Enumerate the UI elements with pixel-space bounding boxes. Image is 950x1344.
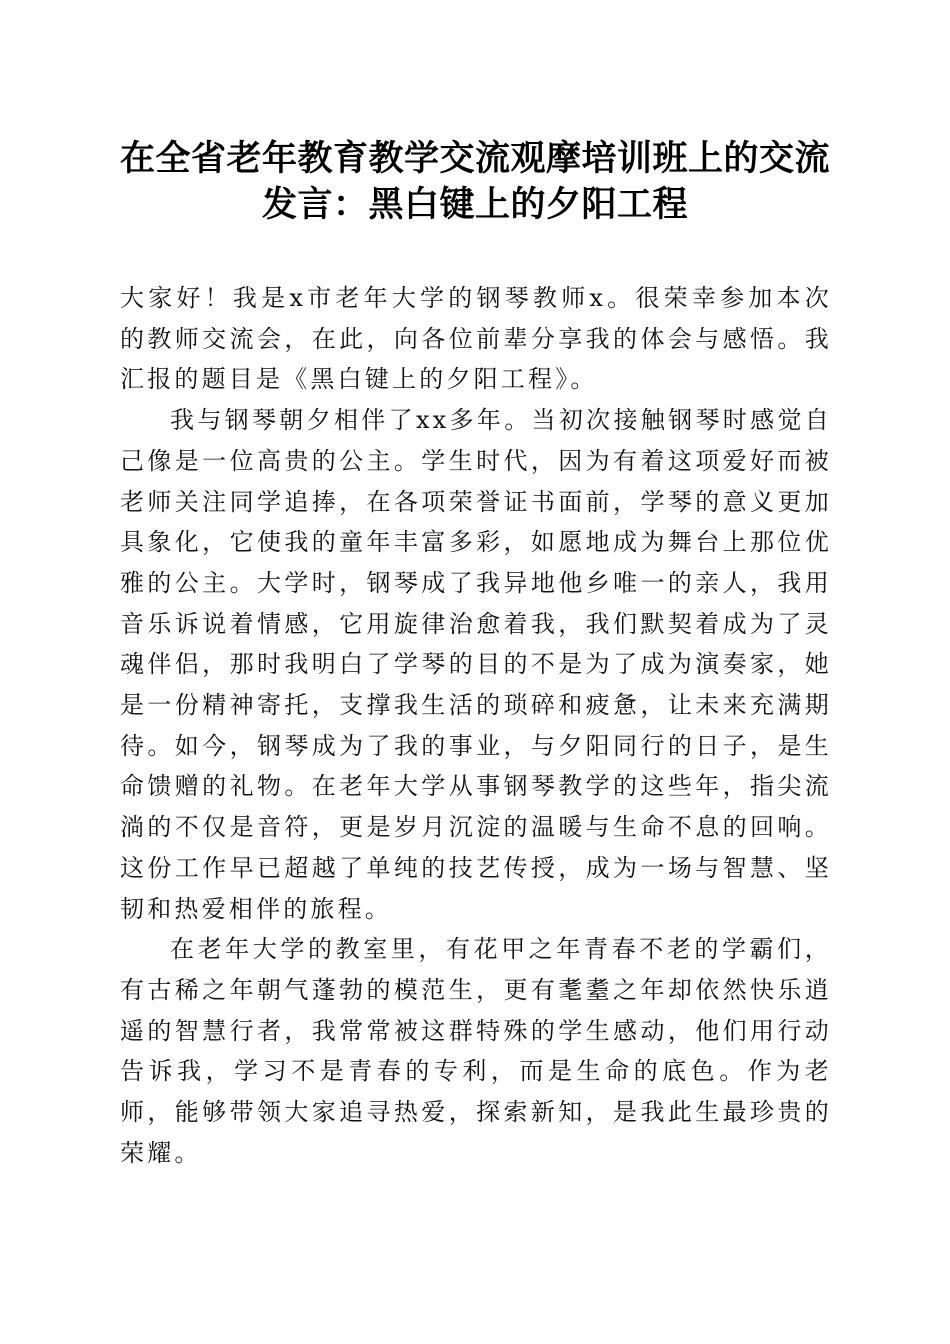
paragraph-classroom: 在老年大学的教室里，有花甲之年青春不老的学霸们，有古稀之年朝气蓬勃的模范生，更有耄耋之年却依然快乐逍遥的智慧行者，我常常被这群特殊的学生感动，他们用行动告诉我，学习不是青春的专利，而是生命的底色。作为老师，能够带领大家追寻热爱，探索新知，是我此生最珍贵的荣耀。 bbox=[120, 935, 832, 1167]
document-body bbox=[120, 278, 832, 1173]
paragraph-piano-journey: 我与钢琴朝夕相伴了xx多年。当初次接触钢琴时感觉自己像是一位高贵的公主。学生时代，因为有着这项爱好而被老师关注同学追捧，在各项荣誉证书面前，学琴的意义更加具象化，它使我的童年丰富多彩，如愿地成为舞台上那位优雅的公主。大学时，钢琴成了我异地他乡唯一的亲人，我用音乐诉说着情感，它用旋律治愈着我，我们默契着成为了灵魂伴侣，那时我明白了学琴的目的不是为了成为演奏家，她是一份精神寄托，支撑我生活的琐碎和疲惫，让未来充满期待。如今，钢琴成为了我的事业，与夕阳同行的日子，是生命馈赠的礼物。在老年大学从事钢琴教学的这些年，指尖流淌的不仅是音符，更是岁月沉淀的温暖与生命不息的回响。这份工作早已超越了单纯的技艺传授，成为一场与智慧、坚韧和热爱相伴的旅程。 bbox=[120, 406, 832, 923]
title-line-1: 在全省老年教育教学交流观摩培训班上的交流 bbox=[119, 138, 830, 179]
document-title bbox=[100, 136, 850, 228]
title-line-2: 发言：黑白键上的夕阳工程 bbox=[261, 184, 688, 225]
paragraph-greeting: 大家好！我是x市老年大学的钢琴教师x。很荣幸参加本次的教师交流会，在此，向各位前辈分享我的体会与感悟。我汇报的题目是《黑白键上的夕阳工程》。 bbox=[120, 284, 832, 394]
